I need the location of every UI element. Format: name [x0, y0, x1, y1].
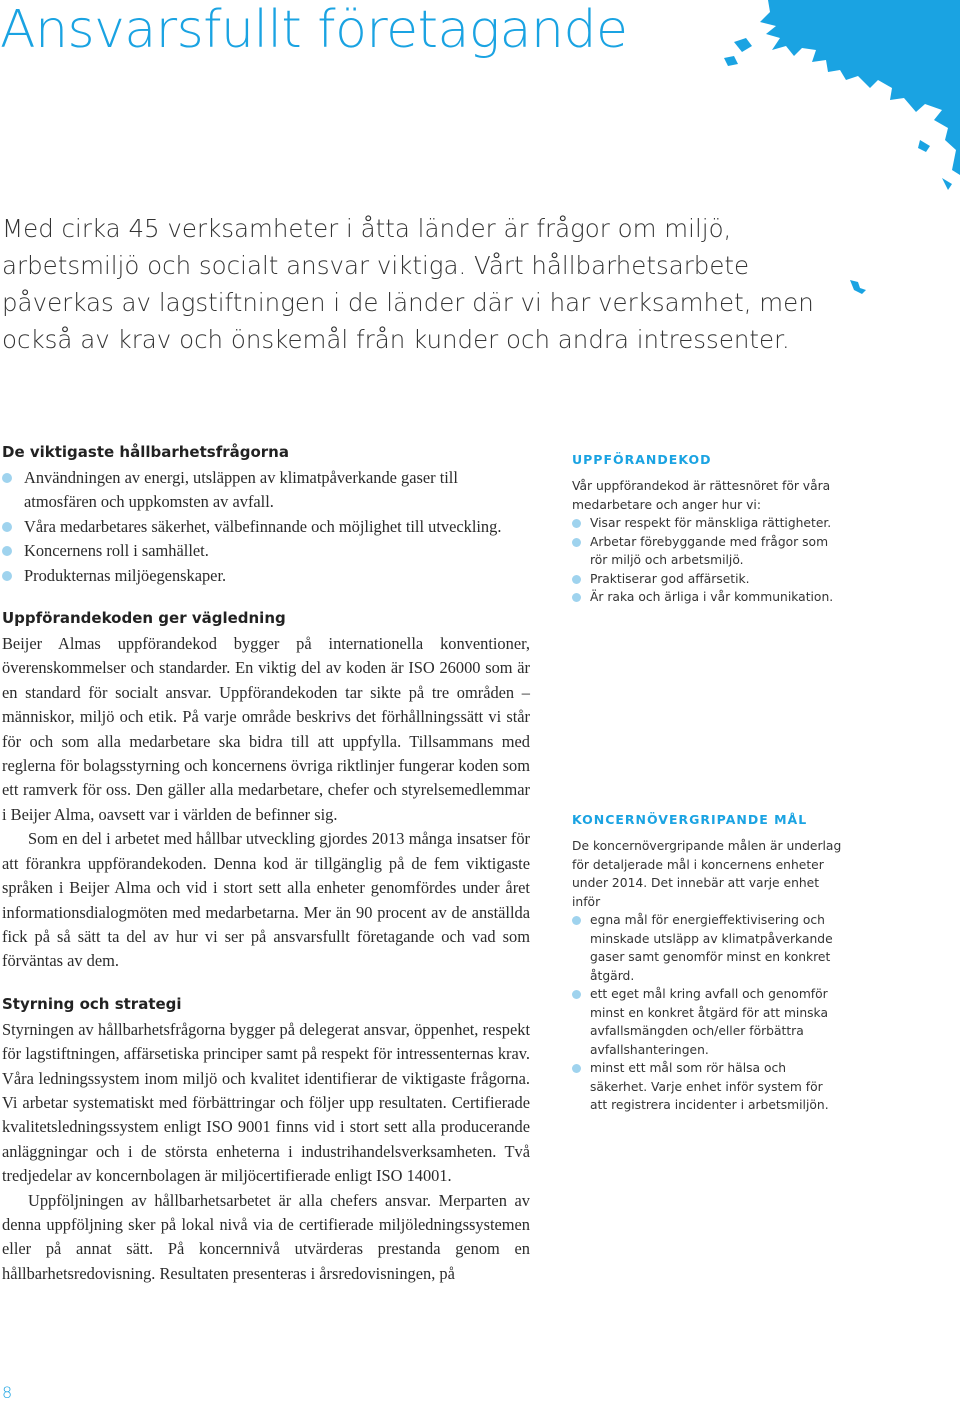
- page-number: 8: [2, 1383, 13, 1402]
- code-box: [572, 452, 842, 607]
- list-item: Våra medarbetares säkerhet, välbefinnande och möjlighet till utveckling.: [2, 515, 530, 539]
- bullet-icon: [572, 519, 581, 528]
- governance-heading: Styrning och strategi: [2, 994, 182, 1013]
- page-title: Ansvarsfullt företagande: [0, 0, 628, 60]
- goals-box-list: [572, 911, 842, 1115]
- code-heading: Uppförandekoden ger vägledning: [2, 609, 286, 628]
- list-item: Produkternas miljöegenskaper.: [2, 564, 530, 588]
- paragraph: Beijer Almas uppförandekod bygger på internationella konventioner, överenskommelser och standarder. En viktig del av koden är ISO 26000 som är en standard för socialt ansvar. Uppförandekoden tar sikte på tre områden – människor, miljö och etik. På varje område beskrivs det förhållningssätt vi står för och som alla medarbetare ska bidra till att uppfylla. Tillsammans med reglerna för bolagsstyrning och koncernens övriga riktlinjer fungerar koden som ett ramverk för oss. Den gäller alla medarbetare, chefer och styrelsemedlemmar i Beijer Alma, oavsett var i världen de befinner sig.: [2, 634, 530, 824]
- bullet-icon: [2, 522, 12, 532]
- code-section: [2, 606, 530, 974]
- bullet-icon: [572, 990, 581, 999]
- bullet-icon: [2, 473, 12, 483]
- bullet-icon: [572, 575, 581, 584]
- goals-box-intro: De koncernövergripande målen är underlag för detaljerade mål i koncernens enheter under 2014. Det innebär att varje enhet inför: [572, 839, 842, 909]
- goals-box-heading: KONCERNÖVERGRIPANDE MÅL: [572, 812, 808, 827]
- bullet-icon: [572, 538, 581, 547]
- goals-box: [572, 812, 842, 1115]
- paragraph: Uppföljningen av hållbarhetsarbetet är alla chefers ansvar. Merparten av denna uppföljning sker på lokal nivå via de certifierade miljöledningssystemen eller på annat sätt. På koncernnivå utvärderas prestanda genom en hållbarhetsredovisning. Resultaten presenteras i årsredovisningen, på: [2, 1190, 530, 1283]
- list-item: Koncernens roll i samhället.: [2, 539, 530, 563]
- list-item: Användningen av energi, utsläppen av klimatpåverkande gaser till atmosfären och uppkomsten av avfall.: [2, 466, 530, 515]
- issues-heading: De viktigaste hållbarhetsfrågorna: [2, 443, 289, 461]
- code-box-list: [572, 514, 842, 607]
- list-item: Praktiserar god affärsetik.: [572, 570, 842, 589]
- list-item: minst ett mål som rör hälsa och säkerhet. Varje enhet inför system för att registrera incidenter i arbetsmiljön.: [572, 1059, 842, 1115]
- list-item: Visar respekt för mänskliga rättigheter.: [572, 514, 842, 533]
- list-item: egna mål för energieffektivisering och minskade utsläpp av klimatpåverkande gaser samt genomför minst en konkret åtgärd.: [572, 911, 842, 985]
- paragraph: Styrningen av hållbarhetsfrågorna bygger på delegerat ansvar, öppenhet, respekt för lagstiftningen, affärsetiska principer samt på respekt för intressenternas krav. Våra ledningssystem inom miljö och kvalitet identifierar de viktigaste frågorna. Vi arbetar systematiskt med förbättringar och följer upp resultaten. Certifierade kvalitetsledningssystem enligt ISO 9001 finns vid i stort sett alla producerande anläggningar och i de största enheterna i industrihandelsverksamheten. Två tredjedelar av koncernbolagen är miljöcertifierade enligt ISO 14001.: [2, 1019, 530, 1186]
- issues-section: [2, 440, 530, 588]
- bullet-icon: [572, 916, 581, 925]
- issues-list: [2, 466, 530, 588]
- bullet-icon: [572, 1064, 581, 1073]
- bullet-icon: [2, 546, 12, 556]
- bullet-icon: [572, 593, 581, 602]
- paragraph: Som en del i arbetet med hållbar utveckling gjordes 2013 många insatser för att förankra uppförandekoden. Denna kod är tillgänglig på de fem viktigaste språken i Beijer Alma och vid i stort sett alla enheter genomfördes under året informationsdialogmöten med medarbetarna. Mer än 90 procent av de anställda fick på så sätt ta del av hur vi ser på ansvarsfullt företagande och vad som förväntas av dem.: [2, 829, 530, 971]
- code-box-intro: Vår uppförandekod är rättesnöret för våra medarbetare och anger hur vi:: [572, 479, 831, 512]
- bullet-icon: [2, 571, 12, 581]
- code-box-heading: UPPFÖRANDEKOD: [572, 452, 712, 467]
- list-item: Arbetar förebyggande med frågor som rör miljö och arbetsmiljö.: [572, 533, 842, 570]
- list-item: ett eget mål kring avfall och genomför minst en konkret åtgärd för att minska avfallsmängden och/eller förbättra avfallshanteringen.: [572, 985, 842, 1059]
- main-column: [2, 440, 530, 1286]
- list-item: Är raka och ärliga i vår kommunikation.: [572, 588, 842, 607]
- intro-paragraph: Med cirka 45 verksamheter i åtta länder är frågor om miljö, arbetsmiljö och socialt ansvar viktiga. Vårt hållbarhetsarbete påverkas av lagstiftningen i de länder där vi har verksamhet, men också av krav och önskemål från kunder och andra intressenter.: [2, 214, 814, 354]
- governance-section: [2, 992, 530, 1286]
